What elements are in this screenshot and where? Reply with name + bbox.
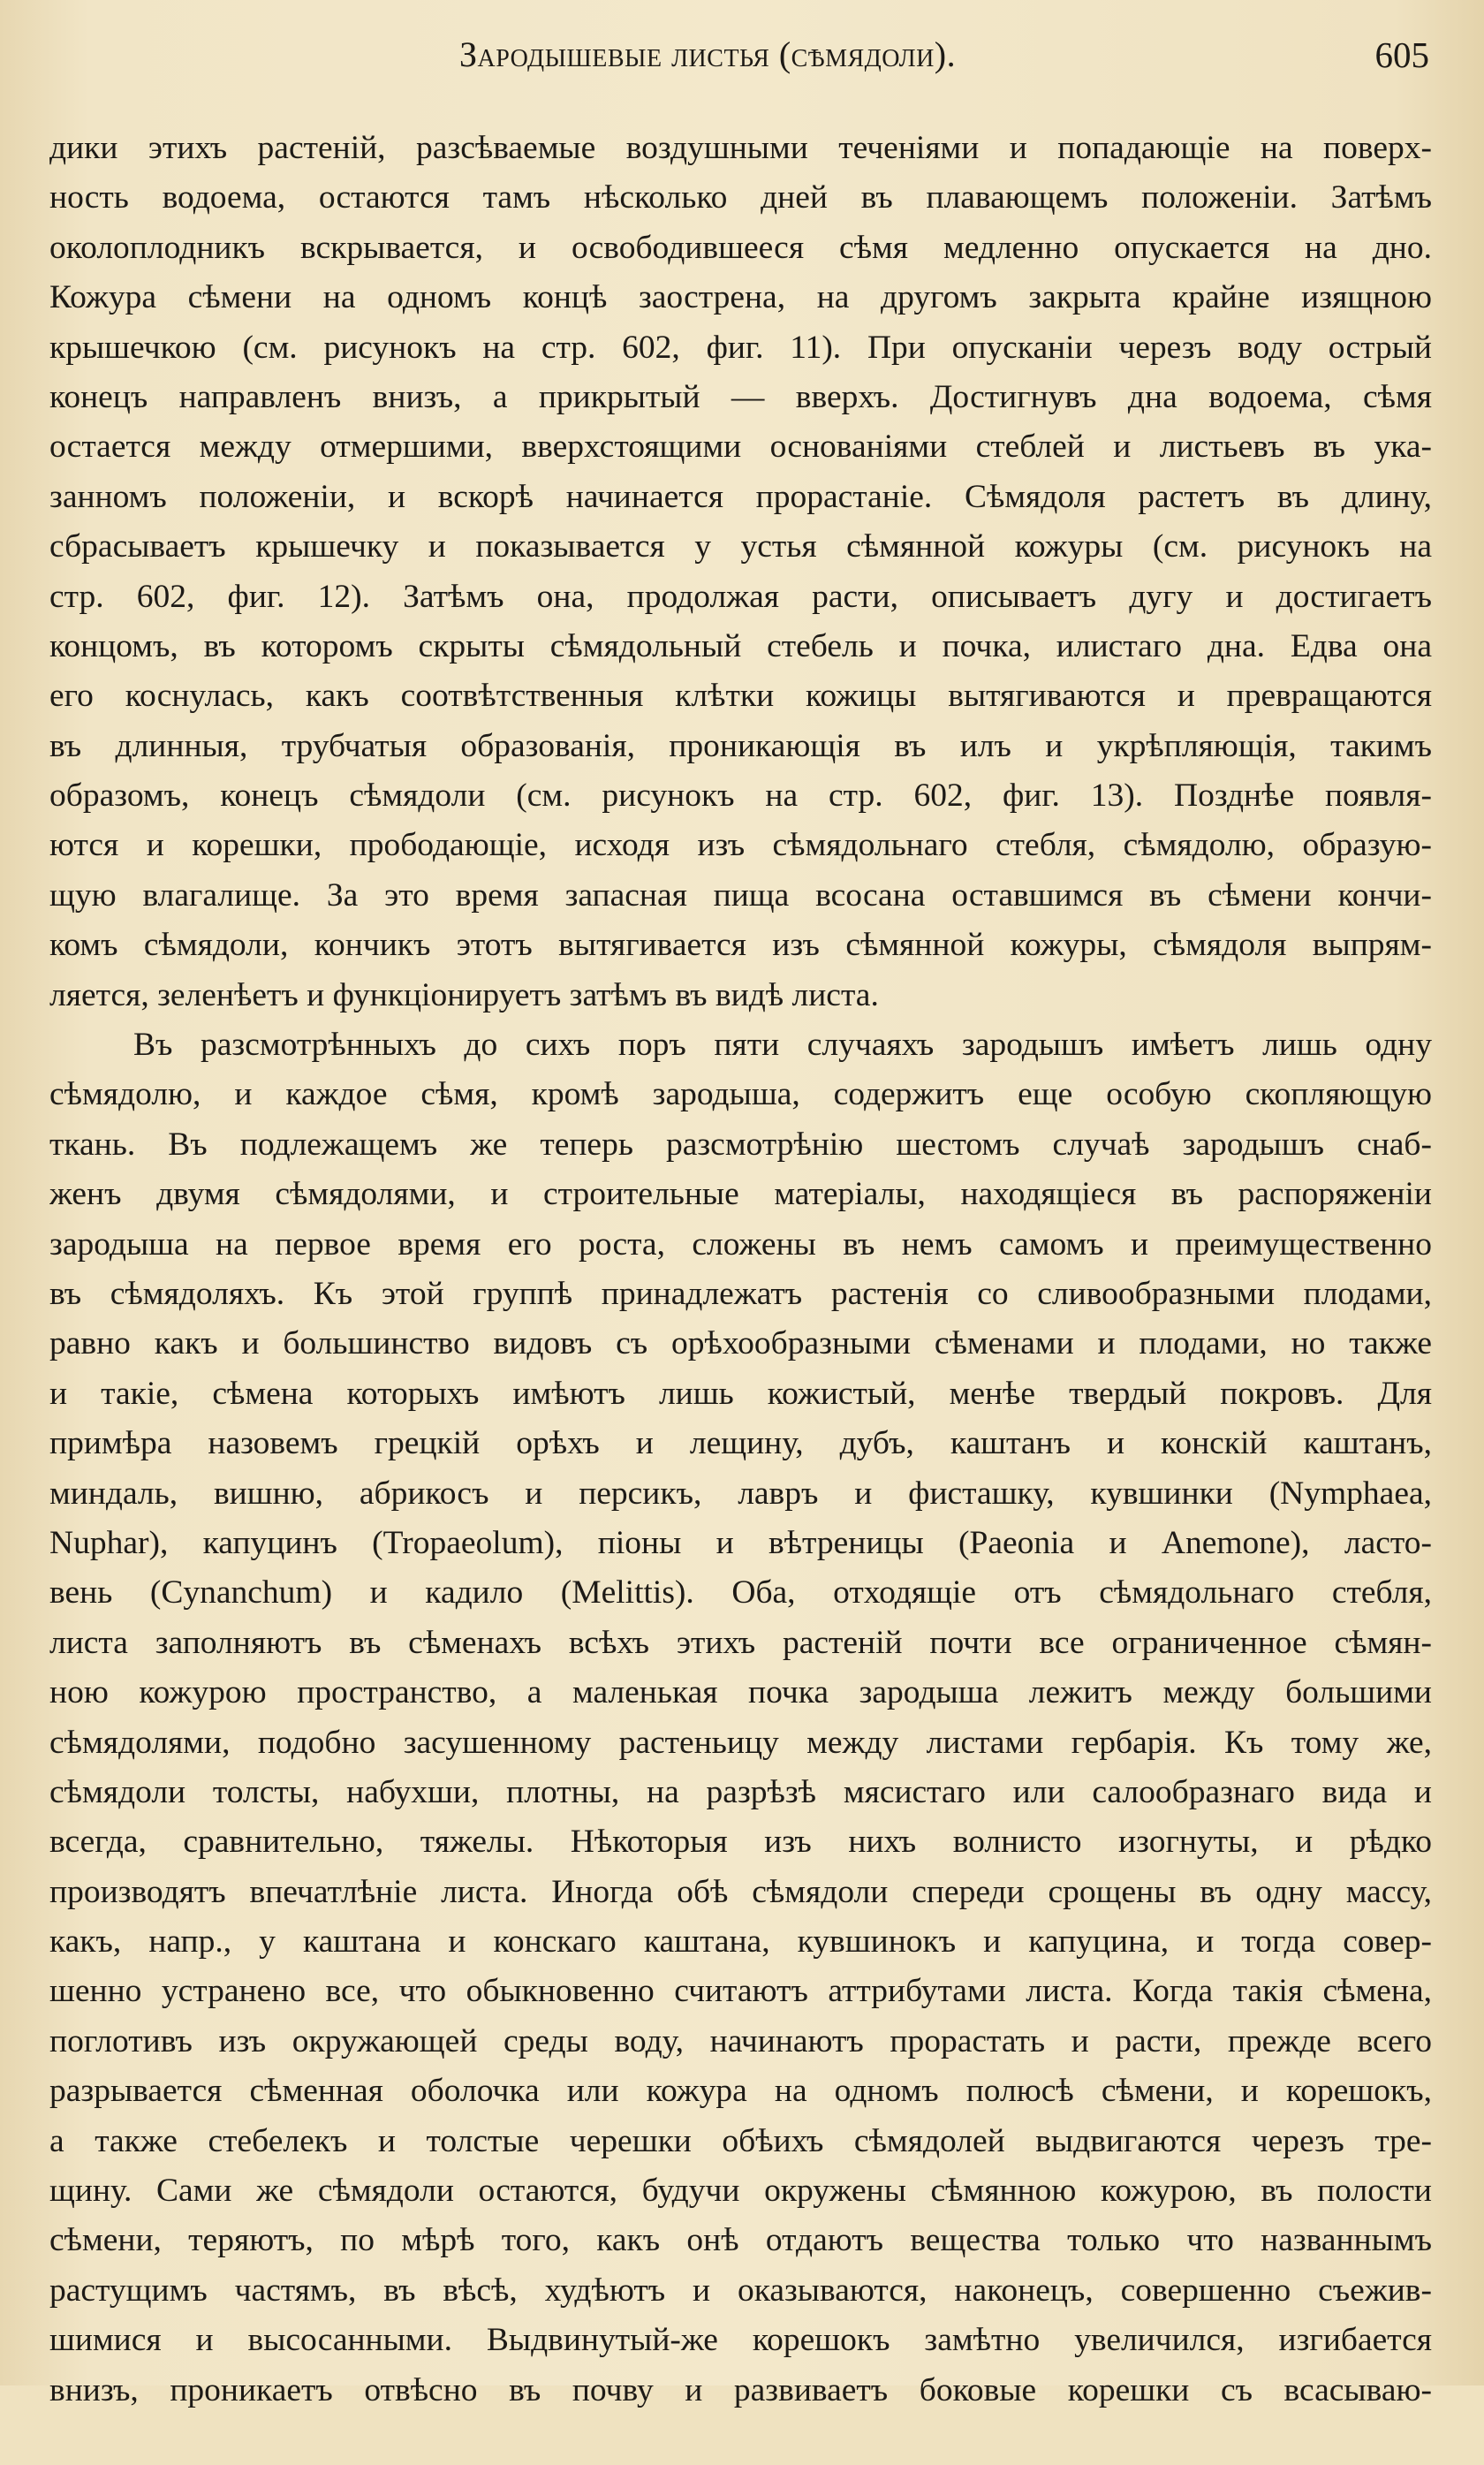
paragraph-start-line: Въ разсмотрѣнныхъ до сихъ поръ пяти случаяхъ зародышъ имѣетъ лишь одну	[133, 1027, 1432, 1064]
body-text	[49, 124, 1432, 2465]
text-line: образомъ, конецъ сѣмядоли (см. рисунокъ на стр. 602, фиг. 13). Позднѣе появля-	[49, 777, 1432, 815]
text-line: разрывается сѣменная оболочка или кожура на одномъ полюсѣ сѣмени, и корешокъ,	[49, 2073, 1432, 2110]
text-line: занномъ положеніи, и вскорѣ начинается прорастаніе. Сѣмядоля растетъ въ длину,	[49, 478, 1432, 515]
text-line: конецъ направленъ внизъ, а прикрытый — вверхъ. Достигнувъ дна водоема, сѣмя	[49, 378, 1432, 415]
text-line: зародыша на первое время его роста, сложены въ немъ самомъ и преимущественно	[49, 1225, 1432, 1263]
text-line: сѣмядоли толсты, набухши, плотны, на разрѣзѣ мясистаго или салообразнаго вида и	[49, 1773, 1432, 1810]
text-line: ность водоема, остаются тамъ нѣсколько дней въ плавающемъ положеніи. Затѣмъ	[49, 179, 1432, 216]
text-line: равно какъ и большинство видовъ съ орѣхообразными сѣменами и плодами, но также	[49, 1325, 1432, 1362]
text-line: околоплодникъ вскрывается, и освободившееся сѣмя медленно опускается на дно.	[49, 229, 1432, 266]
text-line: концомъ, въ которомъ скрыты сѣмядольный стебель и почка, илистаго дна. Едва она	[49, 627, 1432, 664]
text-line: а также стебелекъ и толстые черешки обѣихъ сѣмядолей выдвигаются черезъ тре-	[49, 2122, 1432, 2159]
page-header	[0, 34, 1484, 87]
text-line: внизъ, проникаетъ отвѣсно въ почву и развиваетъ боковые корешки съ всасываю-	[49, 2371, 1432, 2408]
text-line: комъ сѣмядоли, кончикъ этотъ вытягивается изъ сѣмянной кожуры, сѣмядоля выпрям-	[49, 927, 1432, 964]
text-line: производятъ впечатлѣніе листа. Иногда обѣ сѣмядоли спереди срощены въ одну массу,	[49, 1873, 1432, 1910]
text-line: ткань. Въ подлежащемъ же теперь разсмотрѣнію шестомъ случаѣ зародышъ снаб-	[49, 1126, 1432, 1163]
page-number: 605	[1374, 34, 1429, 75]
text-line	[49, 2416, 1432, 2465]
text-line: въ сѣмядоляхъ. Къ этой группѣ принадлежатъ растенія со сливообразными плодами,	[49, 1275, 1432, 1312]
text-line: шенно устранено все, что обыкновенно считаютъ аттрибутами листа. Когда такія сѣмена,	[49, 1973, 1432, 2010]
paragraph-end-line: ляется, зеленѣетъ и функціонируетъ затѣмъ въ видѣ листа.	[49, 976, 879, 1013]
text-line: сѣмени, теряютъ, по мѣрѣ того, какъ онѣ отдаютъ вещества только что названнымъ	[49, 2222, 1432, 2259]
text-line: его коснулась, какъ соотвѣтственныя клѣтки кожицы вытягиваются и превращаются	[49, 678, 1432, 715]
text-line: дики этихъ растеній, разсѣваемые воздушными теченіями и попадающіе на поверх-	[49, 130, 1432, 166]
running-title: Зародышевые листья (сѣмядоли).	[459, 34, 957, 74]
text-line: ются и корешки, прободающіе, исходя изъ сѣмядольнаго стебля, сѣмядолю, образую-	[49, 827, 1432, 864]
text-line: щую влагалище. За это время запасная пища всосана оставшимся въ сѣмени кончи-	[49, 876, 1432, 914]
text-line: шимися и высосанными. Выдвинутый-же корешокъ замѣтно увеличился, изгибается	[49, 2322, 1432, 2359]
text-line: сбрасываетъ крышечку и показывается у устья сѣмянной кожуры (см. рисунокъ на	[49, 528, 1432, 565]
text-line: поглотивъ изъ окружающей среды воду, начинаютъ прорастать и расти, прежде всего	[49, 2022, 1432, 2059]
text-line: растущимъ частямъ, въ вѣсѣ, худѣютъ и оказываются, наконецъ, совершенно съежив-	[49, 2272, 1432, 2309]
text-line: вень (Cynanchum) и кадило (Melittis). Оба, отходящіе отъ сѣмядольнаго стебля,	[49, 1574, 1432, 1612]
text-line: щину. Сами же сѣмядоли остаются, будучи окружены сѣмянною кожурою, въ полости	[49, 2173, 1432, 2210]
text-line: какъ, напр., у каштана и конскаго каштана, кувшинокъ и капуцина, и тогда совер-	[49, 1923, 1432, 1961]
text-line: въ длинныя, трубчатыя образованія, проникающія въ илъ и укрѣпляющія, такимъ	[49, 727, 1432, 764]
text-line: ною кожурою пространство, а маленькая почка зародыша лежитъ между большими	[49, 1674, 1432, 1711]
text-line: миндаль, вишню, абрикосъ и персикъ, лавръ и фисташку, кувшинки (Nymphaea,	[49, 1475, 1432, 1512]
text-line: сѣмядолю, и каждое сѣмя, кромѣ зародыша, содержитъ еще особую скопляющую	[49, 1076, 1432, 1113]
text-line: Кожура сѣмени на одномъ концѣ заострена, на другомъ закрыта крайне изящною	[49, 279, 1432, 316]
text-line: крышечкою (см. рисунокъ на стр. 602, фиг. 11). При опусканіи черезъ воду острый	[49, 329, 1432, 366]
text-line: листа заполняютъ въ сѣменахъ всѣхъ этихъ растеній почти все ограниченное сѣмян-	[49, 1624, 1432, 1661]
text-line: и такіе, сѣмена которыхъ имѣютъ лишь кожистый, менѣе твердый покровъ. Для	[49, 1375, 1432, 1412]
text-line: примѣра назовемъ грецкій орѣхъ и лещину, дубъ, каштанъ и конскій каштанъ,	[49, 1425, 1432, 1462]
text-line: стр. 602, фиг. 12). Затѣмъ она, продолжая расти, описываетъ дугу и достигаетъ	[49, 578, 1432, 615]
text-line: остается между отмершими, вверхстоящими основаніями стеблей и листьевъ въ ука-	[49, 429, 1432, 466]
text-line: всегда, сравнительно, тяжелы. Нѣкоторыя изъ нихъ волнисто изогнуты, и рѣдко	[49, 1824, 1432, 1861]
text-line: женъ двумя сѣмядолями, и строительные матеріалы, находящіеся въ распоряженіи	[49, 1176, 1432, 1213]
text-line: сѣмядолями, подобно засушенному растеньицу между листами гербарія. Къ тому же,	[49, 1724, 1432, 1761]
text-line: Nuphar), капуцинъ (Tropaeolum), піоны и вѣтреницы (Paeonia и Anemone), ласто-	[49, 1524, 1432, 1561]
